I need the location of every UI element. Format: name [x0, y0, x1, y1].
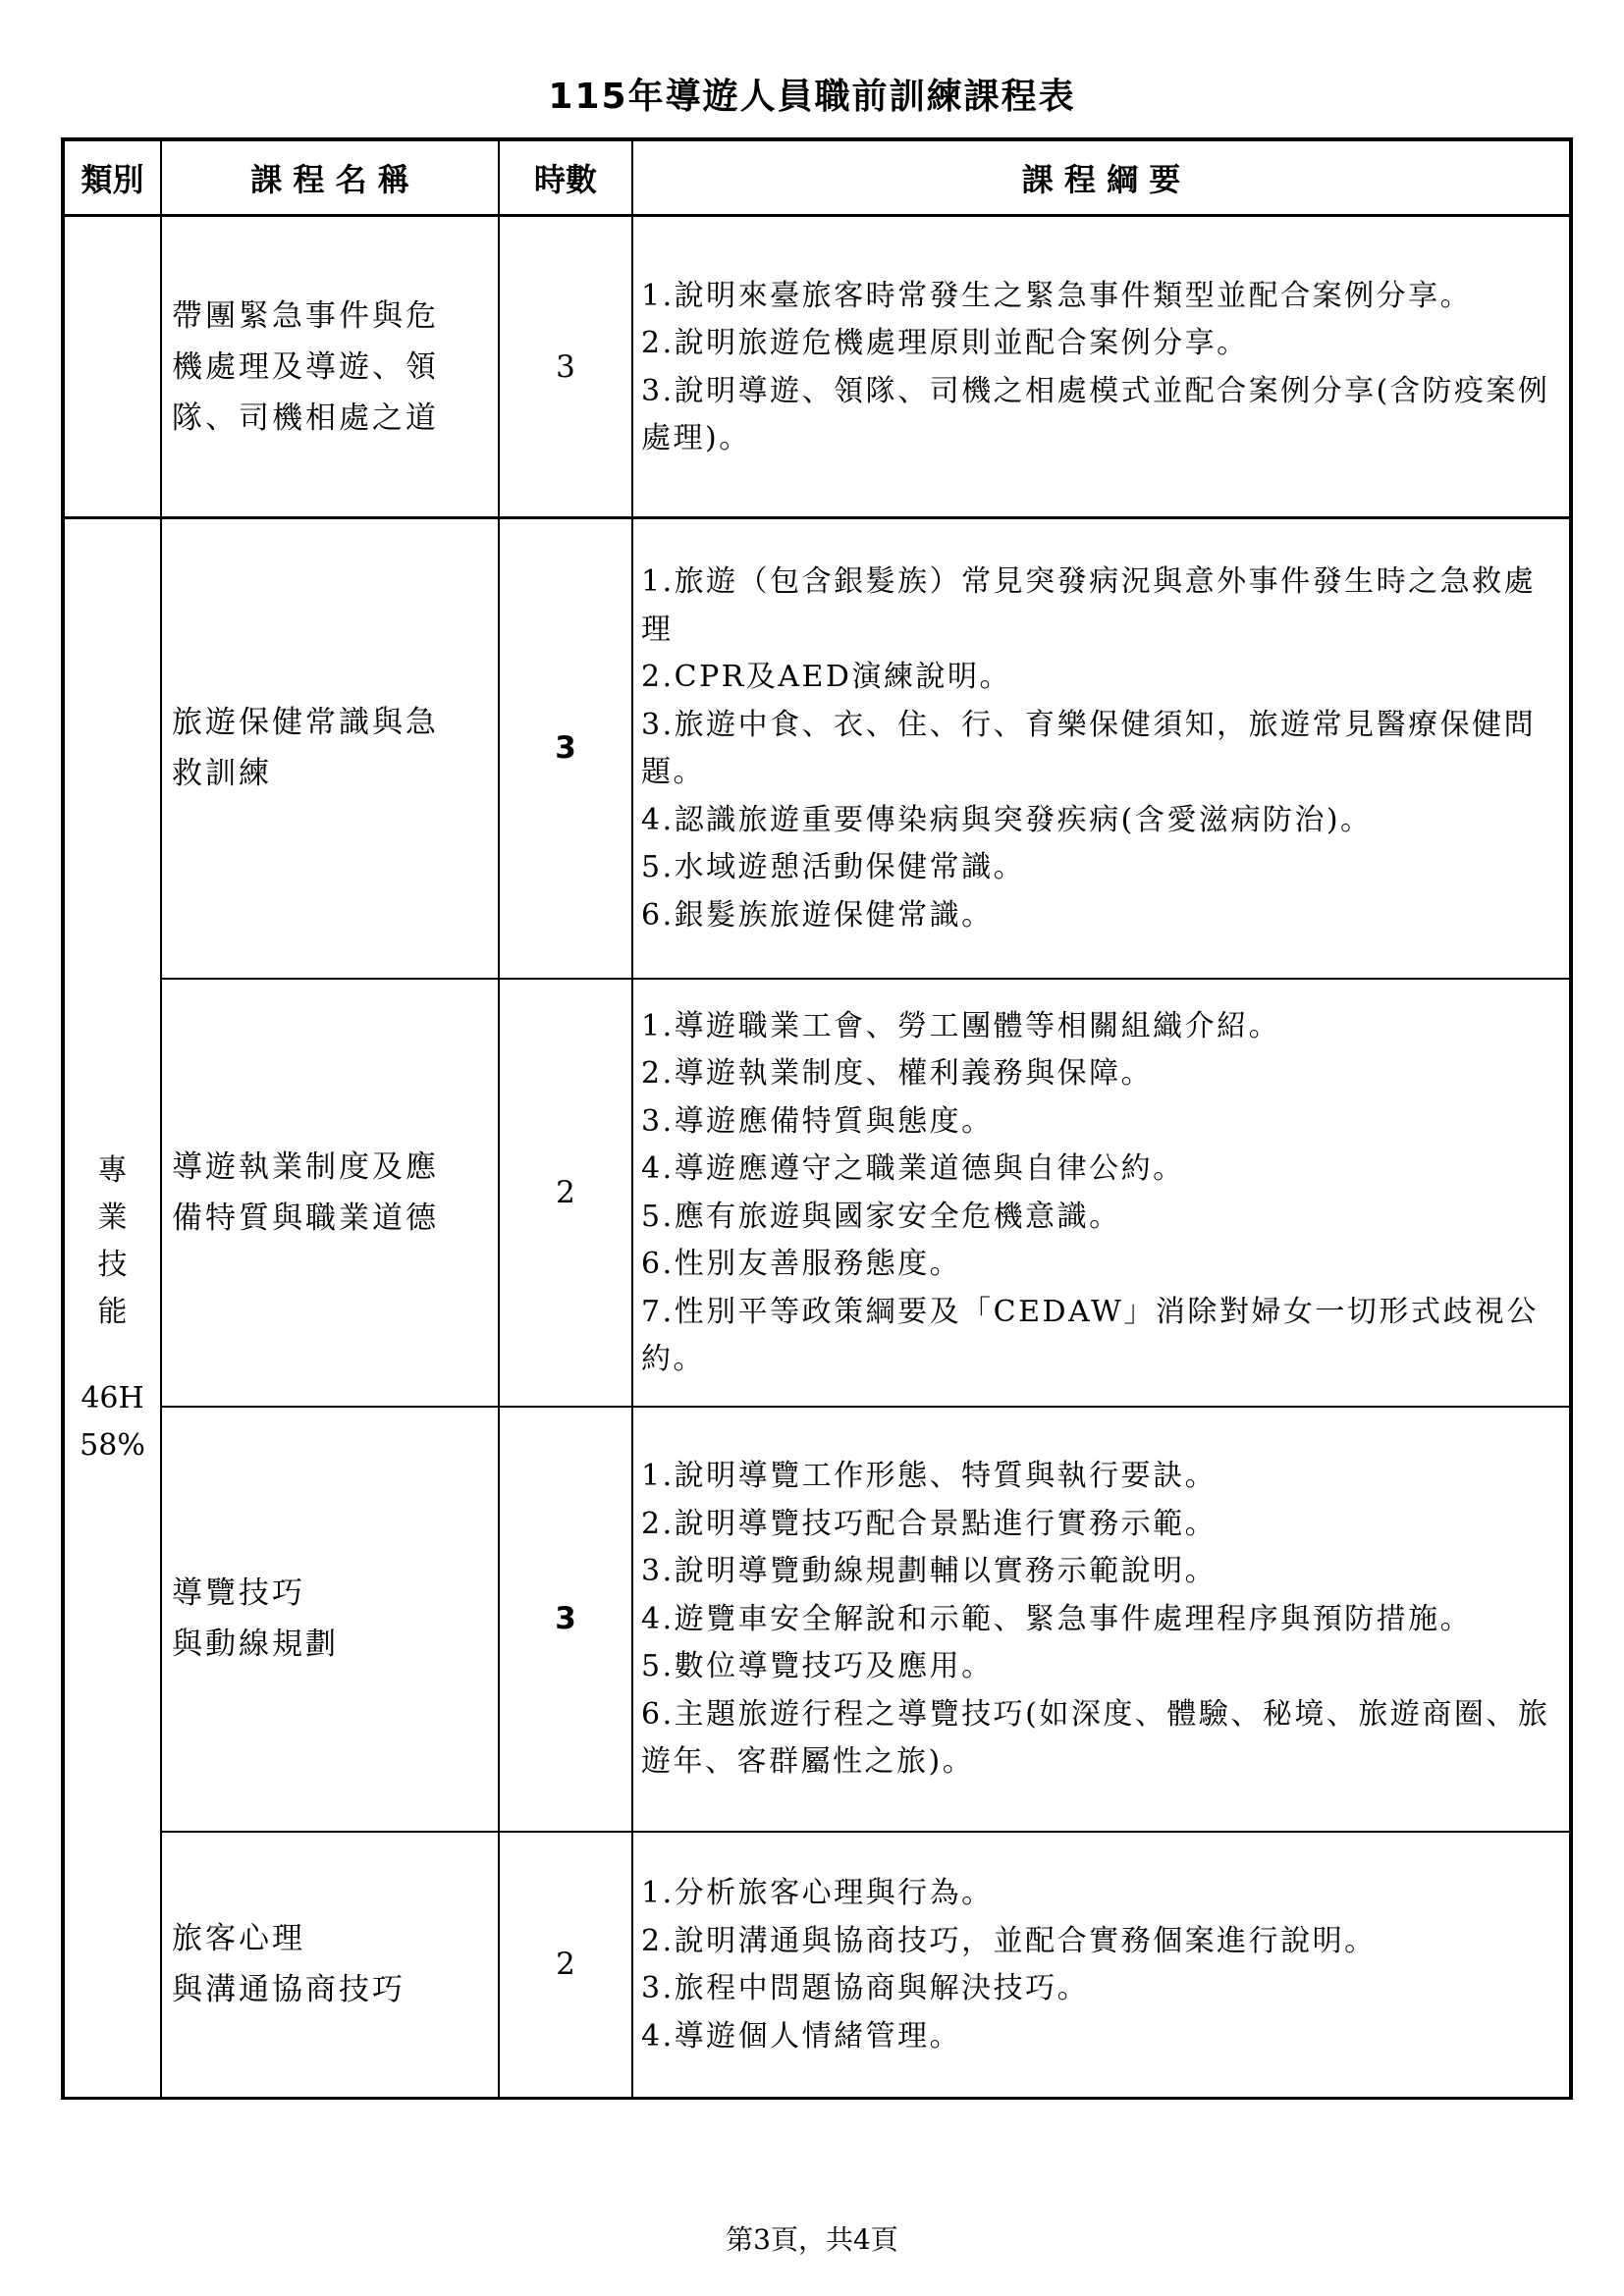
header-hours: 時數: [499, 139, 632, 216]
category-char: 業: [97, 1200, 128, 1235]
header-course-name: 課 程 名 稱: [161, 139, 499, 216]
outline-item: 7.性別平等政策綱要及「CEDAW」消除對婦女一切形式歧視公約。: [641, 1294, 1539, 1376]
outline-cell: [632, 1407, 1571, 1832]
outline-item: 4.認識旅遊重要傳染病與突發疾病(含愛滋病防治)。: [641, 802, 1373, 837]
outline-item: 2.說明溝通與協商技巧，並配合實務個案進行說明。: [641, 1923, 1377, 1958]
category-total-hours: 46H: [81, 1380, 144, 1415]
category-percent: 58%: [80, 1427, 145, 1463]
outline-item: 2.說明導覽技巧配合景點進行實務示範。: [641, 1506, 1218, 1541]
course-name-cell: [161, 1832, 499, 2099]
outline-item: 1.分析旅客心理與行為。: [641, 1876, 994, 1911]
outline-item: 2.CPR及AED演練說明。: [641, 660, 1011, 695]
table-row: [63, 979, 1571, 1407]
course-name-line: 機處理及導遊、領: [172, 348, 439, 385]
table-row: [63, 518, 1571, 979]
course-name-line: 導覽技巧: [172, 1575, 305, 1611]
table-header-row: [63, 139, 1571, 216]
outline-item: 1.旅遊（包含銀髮族）常見突發病況與意外事件發生時之急救處理: [641, 564, 1537, 647]
category-label: [96, 1148, 130, 1336]
outline-item: 6.主題旅遊行程之導覽技巧(如深度、體驗、秘境、旅遊商圈、旅遊年、客群屬性之旅)。: [641, 1696, 1550, 1780]
course-name-cell: [161, 518, 499, 979]
course-name-line: 旅客心理: [172, 1921, 305, 1957]
outline-item: 1.導遊職業工會、勞工團體等相關組織介紹。: [641, 1008, 1281, 1043]
header-category: 類別: [63, 139, 161, 216]
outline-item: 4.導遊個人情緒管理。: [641, 2018, 962, 2054]
page-footer: 第3頁，共4頁: [726, 2223, 898, 2256]
course-name-line: 帶團緊急事件與危: [172, 297, 439, 334]
category-cell-empty: [63, 216, 161, 518]
category-char: 能: [97, 1294, 128, 1329]
hours-cell: 2: [499, 979, 632, 1407]
course-name-line: 與溝通協商技巧: [172, 1972, 406, 2008]
outline-item: 6.銀髮族旅遊保健常識。: [641, 897, 994, 933]
outline-item: 3.說明導覽動線規劃輔以實務示範說明。: [641, 1554, 1218, 1589]
outline-item: 1.說明導覽工作形態、特質與執行要訣。: [641, 1459, 1218, 1494]
category-char: 專: [97, 1152, 128, 1188]
course-name-cell: [161, 216, 499, 518]
outline-item: 3.旅程中問題協商與解決技巧。: [641, 1971, 1090, 2006]
table-row: [63, 1407, 1571, 1832]
outline-item: 4.導遊應遵守之職業道德與自律公約。: [641, 1151, 1185, 1186]
course-name-cell: [161, 1407, 499, 1832]
outline-item: 2.說明旅遊危機處理原則並配合案例分享。: [641, 326, 1249, 360]
header-outline: 課 程 綱 要: [632, 139, 1571, 216]
course-name-line: 救訓練: [172, 756, 272, 792]
outline-item: 4.遊覽車安全解說和示範、緊急事件處理程序與預防措施。: [641, 1601, 1473, 1636]
hours-cell: 3: [499, 216, 632, 518]
outline-cell: [632, 216, 1571, 518]
course-name-line: 導遊執業制度及應: [172, 1148, 439, 1185]
outline-item: 3.說明導遊、領隊、司機之相處模式並配合案例分享(含防疫案例處理)。: [641, 373, 1550, 455]
outline-cell: [632, 979, 1571, 1407]
course-name-line: 隊、司機相處之道: [172, 400, 439, 436]
course-name-cell: [161, 979, 499, 1407]
hours-cell: 2: [499, 1832, 632, 2099]
outline-item: 6.性別友善服務態度。: [641, 1247, 962, 1281]
course-table: [61, 137, 1573, 2100]
table-row: [63, 1832, 1571, 2099]
course-name-line: 與動線規劃: [172, 1627, 339, 1662]
outline-item: 3.導遊應備特質與態度。: [641, 1103, 994, 1139]
outline-item: 5.數位導覽技巧及應用。: [641, 1649, 994, 1684]
outline-item: 2.導遊執業制度、權利義務與保障。: [641, 1056, 1154, 1091]
hours-cell: 3: [499, 518, 632, 979]
category-cell: [63, 518, 161, 2099]
course-name-line: 旅遊保健常識與急: [172, 705, 439, 741]
page-title: 115年導遊人員職前訓練課程表: [548, 77, 1076, 117]
outline-item: 5.水域遊憩活動保健常識。: [641, 850, 1026, 885]
outline-item: 5.應有旅遊與國家安全危機意識。: [641, 1199, 1121, 1234]
category-char: 技: [97, 1247, 128, 1282]
outline-cell: [632, 1832, 1571, 2099]
course-name-line: 備特質與職業道德: [172, 1200, 439, 1236]
outline-cell: [632, 518, 1571, 979]
outline-item: 3.旅遊中食、衣、住、行、育樂保健須知，旅遊常見醫療保健問題。: [641, 707, 1537, 790]
outline-item: 1.說明來臺旅客時常發生之緊急事件類型並配合案例分享。: [641, 278, 1473, 313]
table-row: [63, 216, 1571, 518]
hours-cell: 3: [499, 1407, 632, 1832]
